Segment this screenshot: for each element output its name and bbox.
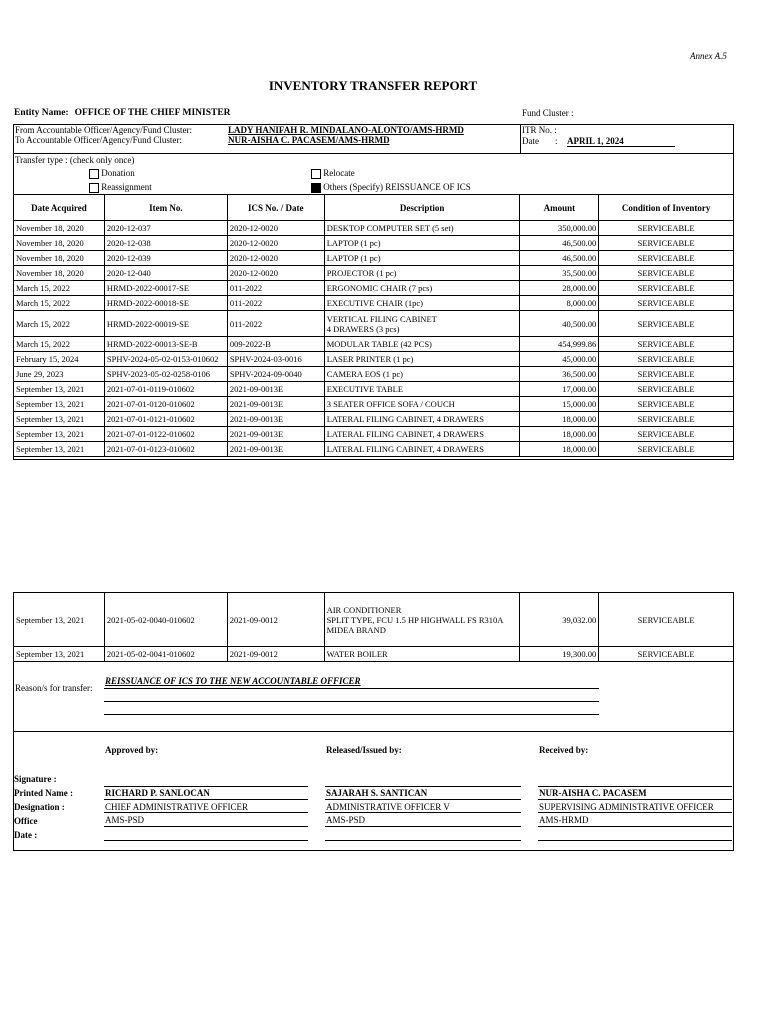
table-row	[14, 337, 734, 352]
option-others[interactable]	[311, 182, 471, 193]
cell-condition: SERVICEABLE	[599, 266, 734, 281]
entity-name	[14, 108, 231, 118]
header-condition: Condition of Inventory	[599, 195, 734, 221]
cell-condition: SERVICEABLE	[599, 221, 734, 236]
fund-cluster-label: Fund Cluster :	[522, 108, 574, 118]
cell-description: LASER PRINTER (1 pc)	[324, 352, 520, 367]
cell-condition: SERVICEABLE	[599, 382, 734, 397]
designation-label: Designation :	[14, 802, 65, 812]
cell-description: LATERAL FILING CABINET, 4 DRAWERS	[324, 442, 520, 457]
cell-ics-no: 2020-12-0020	[227, 236, 324, 251]
cell-condition: SERVICEABLE	[599, 367, 734, 382]
others-label: Others (Specify) REISSUANCE OF ICS	[323, 182, 471, 192]
cell-condition: SERVICEABLE	[599, 397, 734, 412]
cell-item-no: 2021-07-01-0119-010602	[104, 382, 227, 397]
issuer-name: SAJARAH S. SANTICAN	[326, 788, 428, 798]
date-sign-label: Date :	[14, 830, 38, 840]
signature-line	[325, 799, 521, 800]
table-row	[14, 311, 734, 337]
table-row	[14, 251, 734, 266]
cell-condition: SERVICEABLE	[599, 412, 734, 427]
cell-item-no: 2020-12-037	[104, 221, 227, 236]
cell-item-no: SPHV-2023-05-02-0258-0106	[104, 367, 227, 382]
transfer-type-label: Transfer type : (check only once)	[15, 155, 135, 165]
cell-condition: SERVICEABLE	[599, 296, 734, 311]
cell-condition: SERVICEABLE	[599, 251, 734, 266]
cell-amount: 18,000.00	[520, 412, 599, 427]
cell-item-no: 2020-12-040	[104, 266, 227, 281]
cell-amount: 454,999.86	[520, 337, 599, 352]
receiver-designation: SUPERVISING ADMINISTRATIVE OFFICER	[539, 802, 714, 812]
cell-ics-no: 2020-12-0020	[227, 251, 324, 266]
cell-condition: SERVICEABLE	[599, 281, 734, 296]
approved-by-heading: Approved by:	[105, 745, 159, 755]
approver-designation: CHIEF ADMINISTRATIVE OFFICER	[105, 802, 249, 812]
cell-ics-no: 2021-09-0013E	[227, 397, 324, 412]
cell-amount: 18,000.00	[520, 427, 599, 442]
cell-ics-no: 2020-12-0020	[227, 266, 324, 281]
cell-amount: 19,300.00	[520, 647, 599, 662]
reason-line	[104, 688, 599, 689]
cell-condition: SERVICEABLE	[599, 337, 734, 352]
signature-line	[104, 826, 308, 827]
table-row	[14, 352, 734, 367]
cell-description: LAPTOP (1 pc)	[324, 251, 520, 266]
cell-amount: 40,500.00	[520, 311, 599, 337]
cell-description: DESKTOP COMPUTER SET (5 set)	[324, 221, 520, 236]
signature-line	[325, 840, 521, 841]
table-row	[14, 281, 734, 296]
issuer-office: AMS-PSD	[326, 815, 366, 825]
entity-label: Entity Name:	[14, 108, 69, 118]
cell-item-no: SPHV-2024-05-02-0153-010602	[104, 352, 227, 367]
from-label: From Accountable Officer/Agency/Fund Cluster:	[15, 125, 193, 135]
cell-condition: SERVICEABLE	[599, 593, 734, 647]
cell-date-acquired: February 15, 2024	[14, 352, 105, 367]
cell-amount: 35,500.00	[520, 266, 599, 281]
reason-line	[104, 701, 599, 702]
cell-date-acquired: September 13, 2021	[14, 427, 105, 442]
reason-value: REISSUANCE OF ICS TO THE NEW ACCOUNTABLE OFFICER	[105, 676, 361, 686]
signature-line	[104, 799, 308, 800]
option-reassignment[interactable]	[89, 182, 152, 193]
cell-item-no: 2021-05-02-0041-010602	[104, 647, 227, 662]
table-row	[14, 382, 734, 397]
cell-item-no: HRMD-2022-00013-SE-B	[104, 337, 227, 352]
signature-line	[325, 826, 521, 827]
cell-ics-no: 2020-12-0020	[227, 221, 324, 236]
cell-ics-no: SPHV-2024-03-0016	[227, 352, 324, 367]
cell-item-no: 2021-07-01-0122-010602	[104, 427, 227, 442]
cell-description: LAPTOP (1 pc)	[324, 236, 520, 251]
cell-date-acquired: March 15, 2022	[14, 311, 105, 337]
others-checkbox[interactable]	[311, 183, 321, 193]
cell-amount: 8,000.00	[520, 296, 599, 311]
cell-description: EXECUTIVE CHAIR (1pc)	[324, 296, 520, 311]
released-by-heading: Released/Issued by:	[326, 745, 402, 755]
signature-label: Signature :	[14, 774, 57, 784]
cell-date-acquired: November 18, 2020	[14, 236, 105, 251]
cell-date-acquired: September 13, 2021	[14, 442, 105, 457]
table-row	[14, 236, 734, 251]
cell-date-acquired: September 13, 2021	[14, 593, 105, 647]
cell-ics-no: 2021-09-0013E	[227, 442, 324, 457]
cell-description: LATERAL FILING CABINET, 4 DRAWERS	[324, 427, 520, 442]
cell-item-no: 2021-07-01-0120-010602	[104, 397, 227, 412]
entity-value: OFFICE OF THE CHIEF MINISTER	[74, 108, 231, 118]
header-date-acquired: Date Acquired	[14, 195, 105, 221]
cell-date-acquired: November 18, 2020	[14, 221, 105, 236]
cell-ics-no: 011-2022	[227, 311, 324, 337]
cell-amount: 17,000.00	[520, 382, 599, 397]
reassignment-label: Reassignment	[101, 182, 152, 192]
cell-amount: 28,000.00	[520, 281, 599, 296]
divider	[14, 153, 733, 154]
cell-date-acquired: September 13, 2021	[14, 412, 105, 427]
cell-condition: SERVICEABLE	[599, 352, 734, 367]
receiver-name: NUR-AISHA C. PACASEM	[539, 788, 647, 798]
cell-date-acquired: June 29, 2023	[14, 367, 105, 382]
cell-amount: 18,000.00	[520, 442, 599, 457]
itr-divider	[520, 125, 521, 153]
cell-amount: 45,000.00	[520, 352, 599, 367]
cell-item-no: 2021-07-01-0123-010602	[104, 442, 227, 457]
signature-line	[325, 786, 521, 787]
to-label: To Accountable Officer/Agency/Fund Cluster:	[15, 135, 182, 145]
option-relocate[interactable]	[311, 168, 355, 179]
header-ics-no: ICS No. / Date	[227, 195, 324, 221]
table-row	[14, 296, 734, 311]
cell-amount: 46,500.00	[520, 236, 599, 251]
cell-description: AIR CONDITIONER SPLIT TYPE, FCU 1.5 HP HIGHWALL FS R310A MIDEA BRAND	[324, 593, 520, 647]
receiver-office: AMS-HRMD	[539, 815, 589, 825]
cell-description: CAMERA EOS (1 pc)	[324, 367, 520, 382]
cell-date-acquired: March 15, 2022	[14, 296, 105, 311]
approver-office: AMS-PSD	[105, 815, 145, 825]
cell-date-acquired: November 18, 2020	[14, 266, 105, 281]
cell-description: EXECUTIVE TABLE	[324, 382, 520, 397]
cell-description: MODULAR TABLE (42 PCS)	[324, 337, 520, 352]
divider	[13, 731, 734, 732]
cell-item-no: 2020-12-038	[104, 236, 227, 251]
cell-ics-no: 2021-09-0013E	[227, 427, 324, 442]
relocate-label: Relocate	[323, 168, 355, 178]
cell-date-acquired: March 15, 2022	[14, 281, 105, 296]
header-description: Description	[324, 195, 520, 221]
signature-line	[538, 799, 732, 800]
signature-line	[325, 812, 521, 813]
table-row	[14, 647, 734, 662]
table-row	[14, 427, 734, 442]
from-value: LADY HANIFAH R. MINDALANO-ALONTO/AMS-HRMD	[228, 125, 464, 135]
option-donation[interactable]	[89, 168, 135, 179]
cell-condition: SERVICEABLE	[599, 236, 734, 251]
annex-label: Annex A.5	[690, 51, 727, 61]
header-amount: Amount	[520, 195, 599, 221]
signature-line	[104, 840, 308, 841]
table-row	[14, 221, 734, 236]
cell-item-no: HRMD-2022-00019-SE	[104, 311, 227, 337]
cell-ics-no: 2021-09-0013E	[227, 412, 324, 427]
items-table	[13, 194, 734, 457]
to-value: NUR-AISHA C. PACASEM/AMS-HRMD	[228, 135, 390, 145]
cell-amount: 39,032.00	[520, 593, 599, 647]
cell-item-no: HRMD-2022-00018-SE	[104, 296, 227, 311]
itr-label: ITR No. :	[522, 125, 557, 135]
page-title: INVENTORY TRANSFER REPORT	[268, 78, 478, 93]
cell-ics-no: SPHV-2024-09-0040	[227, 367, 324, 382]
office-label: Office	[14, 816, 38, 826]
cell-amount: 36,500.00	[520, 367, 599, 382]
date-label: Date	[522, 136, 539, 146]
printed-name-label: Printed Name :	[14, 788, 73, 798]
cell-ics-no: 011-2022	[227, 281, 324, 296]
date-value: APRIL 1, 2024	[567, 136, 675, 147]
table-row	[14, 412, 734, 427]
cell-description: ERGONOMIC CHAIR (7 pcs)	[324, 281, 520, 296]
table-header-row	[14, 195, 734, 221]
cell-condition: SERVICEABLE	[599, 647, 734, 662]
donation-checkbox[interactable]	[89, 169, 99, 179]
signature-line	[538, 826, 732, 827]
cell-ics-no: 2021-09-0012	[227, 593, 324, 647]
reassignment-checkbox[interactable]	[89, 183, 99, 193]
cell-ics-no: 2021-09-0013E	[227, 382, 324, 397]
cell-amount: 46,500.00	[520, 251, 599, 266]
cell-item-no: HRMD-2022-00017-SE	[104, 281, 227, 296]
cell-date-acquired: September 13, 2021	[14, 397, 105, 412]
reason-label: Reason/s for transfer:	[15, 683, 93, 693]
signature-line	[104, 812, 308, 813]
cell-description: VERTICAL FILING CABINET 4 DRAWERS (3 pcs)	[324, 311, 520, 337]
cell-date-acquired: September 13, 2021	[14, 647, 105, 662]
table-row	[14, 593, 734, 647]
cell-description: 3 SEATER OFFICE SOFA / COUCH	[324, 397, 520, 412]
table-row	[14, 397, 734, 412]
cell-date-acquired: March 15, 2022	[14, 337, 105, 352]
cell-amount: 350,000.00	[520, 221, 599, 236]
donation-label: Donation	[101, 168, 135, 178]
cell-ics-no: 011-2022	[227, 296, 324, 311]
cell-description: LATERAL FILING CABINET, 4 DRAWERS	[324, 412, 520, 427]
cell-condition: SERVICEABLE	[599, 442, 734, 457]
issuer-designation: ADMINISTRATIVE OFFICER V	[326, 802, 450, 812]
signature-line	[538, 840, 732, 841]
cell-description: PROJECTOR (1 pc)	[324, 266, 520, 281]
signature-line	[538, 812, 732, 813]
date-sep: :	[555, 136, 558, 146]
cell-item-no: 2020-12-039	[104, 251, 227, 266]
cell-amount: 15,000.00	[520, 397, 599, 412]
reason-line	[104, 714, 599, 715]
cell-date-acquired: September 13, 2021	[14, 382, 105, 397]
items-table-continued	[13, 592, 734, 662]
cell-item-no: 2021-07-01-0121-010602	[104, 412, 227, 427]
table-row	[14, 266, 734, 281]
cell-description: WATER BOILER	[324, 647, 520, 662]
cell-ics-no: 009-2022-B	[227, 337, 324, 352]
relocate-checkbox[interactable]	[311, 169, 321, 179]
signature-line	[104, 786, 308, 787]
cell-date-acquired: November 18, 2020	[14, 251, 105, 266]
cell-condition: SERVICEABLE	[599, 311, 734, 337]
received-by-heading: Received by:	[539, 745, 589, 755]
signature-line	[538, 786, 732, 787]
approver-name: RICHARD P. SANLOCAN	[105, 788, 210, 798]
table-row	[14, 442, 734, 457]
header-item-no: Item No.	[104, 195, 227, 221]
table-row	[14, 367, 734, 382]
cell-condition: SERVICEABLE	[599, 427, 734, 442]
cell-ics-no: 2021-09-0012	[227, 647, 324, 662]
cell-item-no: 2021-05-02-0040-010602	[104, 593, 227, 647]
